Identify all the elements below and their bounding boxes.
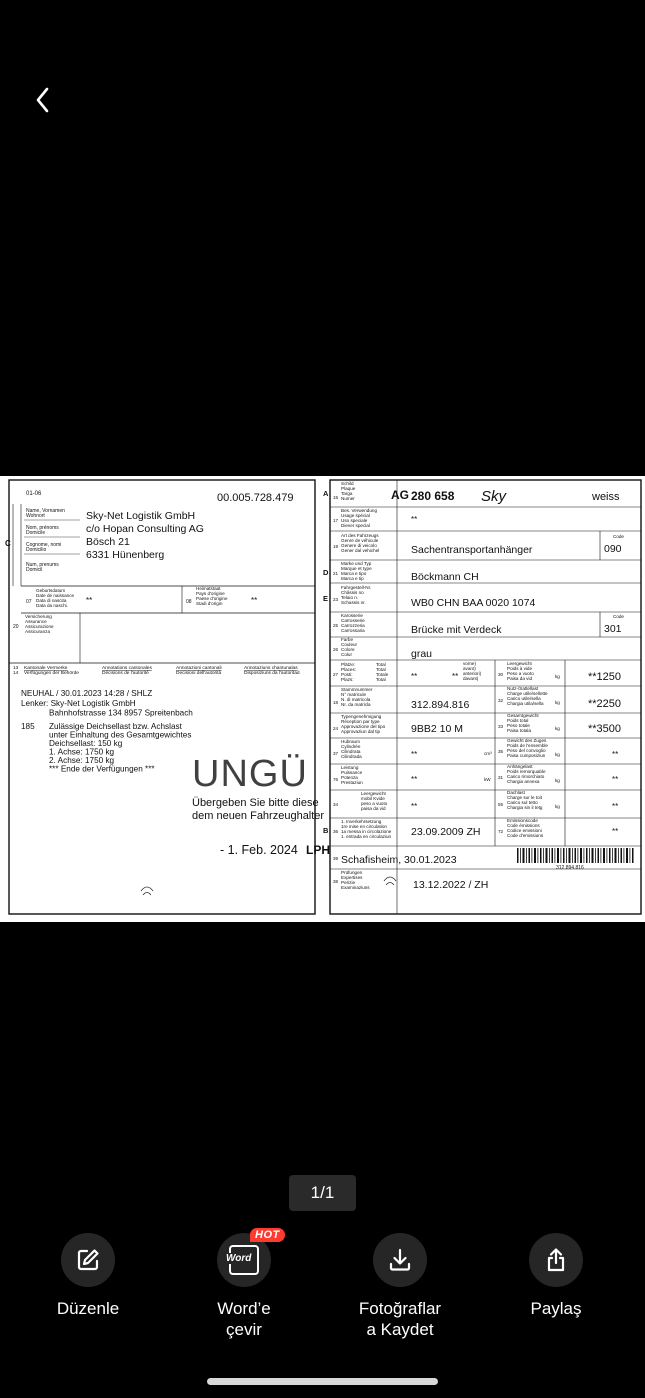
load-line: Deichsellast: 150 kg	[49, 739, 123, 748]
svg-text:Paisa da vid: Paisa da vid	[507, 676, 533, 681]
svg-text:peso a vuoto: peso a vuoto	[361, 801, 388, 806]
type-approval: 9BB2 10 M	[411, 723, 463, 735]
svg-text:Code émissions: Code émissions	[507, 823, 540, 828]
svg-text:32: 32	[498, 698, 504, 703]
svg-text:Poids à vide: Poids à vide	[507, 666, 533, 671]
colour-value: grau	[411, 648, 433, 660]
svg-text:1re mise en circulation: 1re mise en circulation	[341, 824, 387, 829]
label-domicilio: Domicilio	[26, 547, 47, 553]
svg-text:Assicurazione: Assicurazione	[25, 624, 54, 629]
svg-text:Décisions de l'autorité: Décisions de l'autorité	[102, 671, 149, 676]
svg-text:Potenza: Potenza	[341, 775, 358, 780]
svg-text:Pays d'origine: Pays d'origine	[196, 591, 225, 596]
svg-text:mobil Kvide: mobil Kvide	[361, 796, 385, 801]
svg-text:Code: Code	[613, 534, 624, 539]
remark-line: Bahnhofstrasse 134 8957 Spreitenbach	[49, 708, 193, 718]
usage-value: **	[411, 515, 418, 524]
svg-text:Hubraum: Hubraum	[341, 739, 360, 744]
svg-text:kg: kg	[555, 700, 560, 705]
svg-text:Réception par type: Réception par type	[341, 719, 380, 724]
save-label: Fotoğraflar a Kaydet	[358, 1299, 442, 1339]
svg-text:14: 14	[13, 671, 19, 676]
svg-text:24: 24	[333, 726, 339, 731]
svg-text:Genre de véhicule: Genre de véhicule	[341, 538, 379, 543]
save-to-photos-button[interactable]	[325, 1233, 475, 1340]
holder-line: Bösch 21	[86, 536, 130, 548]
convert-label: Word’e çevir	[217, 1299, 271, 1339]
svg-text:davant): davant)	[463, 676, 479, 681]
svg-text:Uso speciale: Uso speciale	[341, 518, 368, 523]
chevron-left-icon	[26, 80, 66, 120]
svg-text:Marque et type: Marque et type	[341, 566, 372, 571]
svg-text:Code: Code	[613, 614, 624, 619]
stamp-text: UNGÜ	[192, 753, 308, 795]
svg-text:Totale: Totale	[376, 672, 389, 677]
svg-text:Paisa cumposiziun: Paisa cumposiziun	[507, 753, 546, 758]
svg-text:Karosserie: Karosserie	[341, 613, 363, 618]
svg-text:Gesamtgewicht: Gesamtgewicht	[507, 713, 539, 718]
svg-text:Decisioni dell'autorità: Decisioni dell'autorità	[176, 671, 222, 676]
emission-code: **	[612, 827, 619, 836]
svg-text:B: B	[323, 826, 329, 835]
svg-text:1a messa in circolazione: 1a messa in circolazione	[341, 829, 392, 834]
home-indicator	[207, 1378, 438, 1385]
svg-text:Disposiziuns da l'autoritad: Disposiziuns da l'autoritad	[244, 671, 300, 676]
load-line: Zulässige Deichsellast bzw. Achslast	[49, 722, 182, 731]
svg-text:34: 34	[333, 802, 339, 807]
svg-text:Paese d'origine: Paese d'origine	[196, 596, 228, 601]
inspection-date: 13.12.2022 / ZH	[413, 879, 489, 891]
svg-text:A: A	[323, 489, 329, 498]
svg-text:Art des Fahrzeugs: Art des Fahrzeugs	[341, 533, 379, 538]
share-label: Paylaş	[530, 1299, 582, 1318]
svg-text:Plazs:: Plazs:	[341, 677, 354, 682]
plate-number: 280 658	[411, 489, 455, 503]
svg-text:Verfügungen der Behörde: Verfügungen der Behörde	[24, 671, 79, 676]
svg-text:36: 36	[333, 829, 339, 834]
svg-text:Carico utile/sella: Carico utile/sella	[507, 696, 541, 701]
svg-text:Poids remorquable: Poids remorquable	[507, 769, 546, 774]
holder-line: 6331 Hünenberg	[86, 549, 165, 561]
svg-text:27: 27	[333, 672, 339, 677]
svg-text:Carrozzeria: Carrozzeria	[341, 623, 365, 628]
load-line: 1. Achse: 1750 kg	[49, 747, 115, 757]
svg-text:Fahrgestell-Nr.: Fahrgestell-Nr.	[341, 585, 372, 590]
hot-badge: HOT	[250, 1228, 285, 1242]
roof-load: **	[612, 802, 619, 811]
svg-text:Examinaziuns: Examinaziuns	[341, 885, 370, 890]
label-name-it: Cognome, nomi	[26, 542, 62, 548]
total-weight: **3500	[588, 723, 622, 735]
svg-text:Diever special: Diever special	[341, 523, 370, 528]
stamp-line: Übergeben Sie bitte diese	[192, 797, 319, 809]
svg-text:Gener dal vehichel: Gener dal vehichel	[341, 548, 380, 553]
svg-text:21: 21	[333, 571, 339, 576]
svg-text:Carico sul tetto: Carico sul tetto	[507, 800, 538, 805]
svg-text:vorne): vorne)	[463, 661, 477, 666]
power-value: **	[411, 775, 418, 784]
svg-text:Bes. Verwendung: Bes. Verwendung	[341, 508, 378, 513]
label-domicil: Domicil	[26, 567, 43, 573]
share-button-circle	[529, 1233, 583, 1287]
label-name-de: Name, Vornamen	[26, 508, 65, 514]
svg-text:37: 37	[333, 751, 339, 756]
svg-text:kg: kg	[555, 752, 560, 757]
edit-label: Düzenle	[56, 1299, 120, 1318]
label-residence: Wohnort	[26, 513, 45, 519]
svg-text:Date de naissance: Date de naissance	[36, 593, 75, 598]
svg-text:Anhängelast: Anhängelast	[507, 764, 533, 769]
load-line: 2. Achse: 1750 kg	[49, 756, 115, 765]
svg-text:Places:: Places:	[341, 667, 357, 672]
svg-text:N. di matricola: N. di matricola	[341, 697, 371, 702]
svg-text:Code d'emissiuns: Code d'emissiuns	[507, 833, 544, 838]
svg-text:Approvazione del tipo: Approvazione del tipo	[341, 724, 386, 729]
svg-text:Peso a vuoto: Peso a vuoto	[507, 671, 534, 676]
svg-text:Prestaziun: Prestaziun	[341, 780, 363, 785]
svg-text:Marke und Typ: Marke und Typ	[341, 561, 372, 566]
svg-text:Cilindrada: Cilindrada	[341, 754, 362, 759]
svg-text:23: 23	[333, 597, 339, 602]
svg-text:Usage spécial: Usage spécial	[341, 513, 370, 518]
svg-text:1. Inverkehrsetzung: 1. Inverkehrsetzung	[341, 819, 382, 824]
svg-text:Annotazioni cantonali: Annotazioni cantonali	[176, 666, 222, 671]
svg-text:Posti:: Posti:	[341, 672, 353, 677]
action-bar	[0, 1229, 645, 1353]
seats-total: **	[411, 672, 418, 681]
svg-text:Peso del convoglio: Peso del convoglio	[507, 748, 546, 753]
svg-text:55: 55	[498, 802, 504, 807]
insurance-label	[25, 614, 54, 634]
label-name-rm: Num, prenums	[26, 562, 59, 568]
svg-text:Schassis nr.: Schassis nr.	[341, 600, 366, 605]
svg-text:Peso totale: Peso totale	[507, 723, 530, 728]
svg-text:Plaque: Plaque	[341, 486, 356, 491]
vehicle-registration-card	[0, 476, 645, 922]
svg-text:kW: kW	[484, 777, 491, 782]
origin-field-number: 08	[186, 599, 192, 605]
invalid-stamp	[192, 753, 330, 857]
svg-text:Cilindrata: Cilindrata	[341, 749, 361, 754]
svg-text:Dachlast: Dachlast	[507, 790, 525, 795]
svg-text:Colur: Colur	[341, 652, 352, 657]
body-type: Brücke mit Verdeck	[411, 624, 502, 636]
svg-text:Poids total: Poids total	[507, 718, 529, 723]
chassis-number: WB0 CHN BAA 0020 1074	[411, 597, 536, 609]
svg-text:Geburtsdatum: Geburtsdatum	[36, 588, 66, 593]
origin-value: **	[251, 596, 258, 605]
empty-weight: **1250	[588, 671, 622, 683]
stamp-line: dem neuen Fahrzeughalter	[192, 810, 325, 822]
svg-text:cm³: cm³	[484, 751, 492, 756]
train-weight: **	[612, 750, 619, 759]
svg-text:Charge utile/sellette: Charge utile/sellette	[507, 691, 548, 696]
svg-text:Chargia annexa: Chargia annexa	[507, 779, 540, 784]
first-registration: 23.09.2009 ZH	[411, 826, 481, 838]
svg-text:19: 19	[333, 544, 339, 549]
svg-text:anteriori): anteriori)	[463, 671, 482, 676]
svg-text:Cylindrée: Cylindrée	[341, 744, 361, 749]
svg-text:Nutz-/Sattellast: Nutz-/Sattellast	[507, 686, 539, 691]
svg-text:paisa da vid: paisa da vid	[361, 806, 386, 811]
registration-remarks	[21, 689, 193, 774]
svg-text:Assicuranza: Assicuranza	[25, 629, 51, 634]
barcode-number: 312.894.816	[556, 865, 584, 871]
svg-text:39: 39	[333, 856, 339, 861]
download-icon	[386, 1246, 414, 1274]
svg-text:Perizie: Perizie	[341, 880, 356, 885]
stamp-date: - 1. Feb. 2024	[220, 843, 298, 857]
section-letter-c: C	[5, 539, 11, 548]
svg-text:15: 15	[333, 495, 339, 500]
svg-text:31: 31	[498, 775, 504, 780]
svg-text:Couleur: Couleur	[341, 642, 358, 647]
svg-text:1. entrada en circulaziun: 1. entrada en circulaziun	[341, 834, 392, 839]
insurance-field-number: 20	[13, 624, 19, 630]
page-code: 01-06	[26, 491, 42, 497]
edit-button[interactable]	[13, 1233, 163, 1319]
share-icon	[542, 1246, 570, 1274]
svg-text:Data di nascita: Data di nascita	[36, 598, 67, 603]
svg-text:Codice emissioni: Codice emissioni	[507, 828, 542, 833]
svg-text:26: 26	[333, 647, 339, 652]
svg-text:Annotations cantonales: Annotations cantonales	[102, 666, 152, 671]
page-indicator: 1/1	[289, 1175, 356, 1211]
barcode	[517, 848, 634, 863]
handwritten-note: Sky	[481, 488, 507, 505]
holder-line: c/o Hopan Consulting AG	[86, 523, 204, 535]
edit-icon	[74, 1246, 102, 1274]
svg-text:kg: kg	[555, 804, 560, 809]
svg-text:Targa: Targa	[341, 491, 353, 496]
svg-text:18: 18	[333, 700, 339, 705]
svg-text:Charge sur le toit: Charge sur le toit	[507, 795, 542, 800]
svg-text:Paisa totala: Paisa totala	[507, 728, 532, 733]
svg-text:Assurance: Assurance	[25, 619, 47, 624]
svg-text:Genere di veicolo: Genere di veicolo	[341, 543, 377, 548]
svg-text:Leergewicht: Leergewicht	[361, 791, 386, 796]
payload-value: **2250	[588, 698, 622, 710]
svg-text:Numer: Numer	[341, 496, 355, 501]
svg-text:Stadi d'origin: Stadi d'origin	[196, 601, 223, 606]
svg-text:Heimatstaat: Heimatstaat	[196, 586, 221, 591]
convert-to-word-button[interactable]	[169, 1229, 319, 1340]
svg-text:kg: kg	[555, 726, 560, 731]
svg-text:kg: kg	[555, 674, 560, 679]
holder-address	[86, 510, 204, 561]
svg-text:Total: Total	[376, 662, 386, 667]
svg-text:Colore: Colore	[341, 647, 355, 652]
svg-text:Total: Total	[376, 667, 386, 672]
birth-field-number: 07	[26, 599, 32, 605]
svg-text:38: 38	[333, 879, 339, 884]
svg-text:13: 13	[13, 666, 19, 671]
svg-text:D: D	[323, 568, 329, 577]
row-rules	[330, 507, 641, 869]
svg-text:Total: Total	[376, 677, 386, 682]
svg-text:35: 35	[498, 749, 504, 754]
displacement-value: **	[411, 750, 418, 759]
birth-label	[36, 588, 74, 608]
svg-text:25: 25	[333, 623, 339, 628]
svg-text:Schild: Schild	[341, 481, 354, 486]
trailer-load: **	[612, 775, 619, 784]
birth-value: **	[86, 596, 93, 605]
word-icon-text: Word	[226, 1253, 252, 1264]
svg-text:Telaio n.: Telaio n.	[341, 595, 359, 600]
section-letters	[323, 489, 329, 835]
svg-text:Typengenehmigung: Typengenehmigung	[341, 714, 382, 719]
remark-line: Lenker: Sky-Net Logistik GmbH	[21, 699, 136, 708]
svg-text:Versicherung: Versicherung	[25, 614, 52, 619]
svg-text:Puissance: Puissance	[341, 770, 363, 775]
vehicle-make: Böckmann CH	[411, 571, 479, 583]
svg-text:Chargia utila/sella: Chargia utila/sella	[507, 701, 544, 706]
svg-text:72: 72	[498, 829, 504, 834]
empty-weight-2: **	[411, 802, 418, 811]
plate-prefix: AG	[391, 488, 409, 502]
svg-text:Carico rimorchiato: Carico rimorchiato	[507, 774, 545, 779]
svg-text:Marca e tipo: Marca e tipo	[341, 571, 367, 576]
back-button[interactable]	[26, 80, 66, 120]
hologram-icon	[384, 877, 396, 885]
svg-text:Marca e tip: Marca e tip	[341, 576, 364, 581]
svg-text:17: 17	[333, 518, 339, 523]
svg-text:Carrossaria: Carrossaria	[341, 628, 365, 633]
svg-text:30: 30	[498, 672, 504, 677]
hologram-icon	[141, 887, 153, 895]
svg-text:Chargia sin il tetg: Chargia sin il tetg	[507, 805, 543, 810]
share-button[interactable]	[481, 1233, 631, 1319]
load-line: *** Ende der Verfügungen ***	[49, 764, 155, 774]
vehicle-type: Sachentransportanhänger	[411, 544, 533, 556]
cantonal-remarks-header	[13, 665, 300, 676]
scanned-document	[0, 476, 645, 922]
svg-text:Carrosserie: Carrosserie	[341, 618, 365, 623]
svg-text:Farbe: Farbe	[341, 637, 354, 642]
svg-text:Stammnummer: Stammnummer	[341, 687, 373, 692]
word-icon	[226, 1245, 259, 1275]
svg-text:Leistung: Leistung	[341, 765, 359, 770]
save-button-circle	[373, 1233, 427, 1287]
stamp-suffix: LPH	[306, 843, 330, 857]
svg-text:Annotaziuns chantunalas: Annotaziuns chantunalas	[244, 666, 298, 671]
issue-place-date: Schafisheim, 30.01.2023	[341, 854, 457, 866]
svg-text:Châssis no: Châssis no	[341, 590, 364, 595]
label-domicile: Domicile	[26, 530, 46, 536]
holder-row-labels	[26, 508, 65, 573]
svg-text:N° matricule: N° matricule	[341, 692, 367, 697]
svg-text:Prüfungen: Prüfungen	[341, 870, 363, 875]
holder-line: Sky-Net Logistik GmbH	[86, 510, 196, 522]
left-card	[5, 480, 330, 914]
label-name-fr: Nom, prénoms	[26, 525, 59, 531]
matricule-number: 312.894.816	[411, 699, 470, 711]
color-value: weiss	[592, 491, 620, 503]
body-code: 301	[604, 623, 622, 635]
svg-text:Gewicht des Zuges: Gewicht des Zuges	[507, 738, 547, 743]
svg-text:avant): avant)	[463, 666, 476, 671]
svg-text:33: 33	[498, 724, 504, 729]
remark-line: NEUHAL / 30.01.2023 14:28 / SHLZ	[21, 689, 153, 698]
svg-text:Plätze:: Plätze:	[341, 662, 356, 667]
origin-label	[196, 586, 228, 606]
svg-text:Nr. da matricla: Nr. da matricla	[341, 702, 371, 707]
load-line: unter Einhaltung des Gesamtgewichtes	[49, 730, 192, 740]
svg-text:kg: kg	[555, 778, 560, 783]
type-code: 090	[604, 543, 622, 555]
svg-text:Kantonale Vermerke: Kantonale Vermerke	[24, 666, 68, 671]
document-number: 00.005.728.479	[217, 492, 294, 504]
convert-button-circle	[217, 1229, 280, 1287]
svg-text:Emissionscode: Emissionscode	[507, 818, 538, 823]
seats-front: **	[452, 672, 459, 681]
svg-text:E: E	[323, 594, 329, 603]
svg-text:Data da naschi.: Data da naschi.	[36, 603, 68, 608]
edit-button-circle	[61, 1233, 115, 1287]
right-card	[323, 480, 641, 914]
svg-text:Leergewicht: Leergewicht	[507, 661, 532, 666]
svg-text:Expertises: Expertises	[341, 875, 363, 880]
svg-text:Poids de l'ensemble: Poids de l'ensemble	[507, 743, 548, 748]
remark-code: 185	[21, 722, 35, 731]
svg-text:Approvaziun dal tip: Approvaziun dal tip	[341, 729, 381, 734]
svg-text:76: 76	[333, 777, 339, 782]
